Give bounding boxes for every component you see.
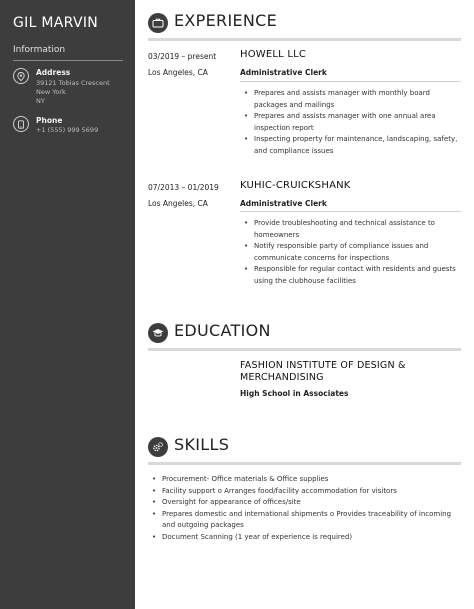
list-item: • Oversight for appearance of offices/site (148, 497, 461, 509)
company-name: HOWELL LLC (240, 49, 307, 60)
experience-title: EXPERIENCE (174, 11, 278, 30)
list-item: • Responsible for regular contact with residents and guests using the clubhouse facilities (240, 264, 461, 287)
phone-label: Phone (36, 116, 63, 125)
list-item: • Notify responsible party of compliance issues and communicate concerns for inspections (240, 241, 461, 264)
experience-heading (148, 13, 461, 41)
information-heading: Information (13, 45, 66, 55)
location-pin-icon (13, 68, 29, 84)
list-item: • Prepares domestic and international shipments o Provides traceability of incoming and outgoing packages (148, 509, 461, 532)
education-title: EDUCATION (174, 321, 271, 340)
address-label: Address (36, 68, 71, 77)
briefcase-icon (148, 13, 168, 33)
skills-title: SKILLS (174, 435, 230, 454)
phone-block (13, 116, 128, 138)
phone-icon (13, 116, 29, 132)
list-item: • Document Scanning (1 year of experience is required) (148, 532, 461, 544)
skills-divider (148, 462, 461, 465)
education-heading (148, 323, 461, 351)
address-line-3: NY (36, 97, 45, 105)
job-bullets (240, 211, 461, 287)
candidate-name: GIL MARVIN (13, 15, 99, 31)
experience-divider (148, 38, 461, 41)
job-dates: 07/2013 – 01/2019 (148, 183, 219, 192)
job-role: Administrative Clerk (240, 68, 327, 77)
list-item: • Inspecting property for maintenance, landscaping, safety, and compliance issues (240, 134, 461, 157)
address-line-2: New York (36, 88, 66, 96)
job-dates: 03/2019 – present (148, 52, 217, 61)
education-divider (148, 348, 461, 351)
graduation-cap-icon (148, 323, 168, 343)
company-name: KUHIC-CRUICKSHANK (240, 180, 351, 191)
school-name: FASHION INSTITUTE OF DESIGN & MERCHANDISING (240, 360, 406, 383)
list-item: • Prepares and assists manager with one annual area inspection report (240, 111, 461, 134)
list-item: • Provide troubleshooting and technical assistance to homeowners (240, 218, 461, 241)
job-bullets (240, 81, 461, 157)
list-item: • Prepares and assists manager with monthly board packages and mailings (240, 88, 461, 111)
phone-number[interactable]: +1 (555) 999 5699 (36, 126, 99, 134)
gears-icon (148, 437, 168, 457)
job-role: Administrative Clerk (240, 199, 327, 208)
address-line-1: 39121 Tobias Crescent (36, 79, 110, 87)
address-block (13, 68, 128, 108)
job-location: Los Angeles, CA (148, 199, 208, 208)
skills-heading (148, 437, 461, 465)
skills-list (148, 474, 461, 543)
job-location: Los Angeles, CA (148, 68, 208, 77)
list-item: • Facility support o Arranges food/facility accommodation for visitors (148, 486, 461, 498)
degree: High School in Associates (240, 389, 349, 398)
list-item: • Procurement- Office materials & Office supplies (148, 474, 461, 486)
sidebar (0, 0, 135, 609)
information-divider (13, 60, 123, 61)
